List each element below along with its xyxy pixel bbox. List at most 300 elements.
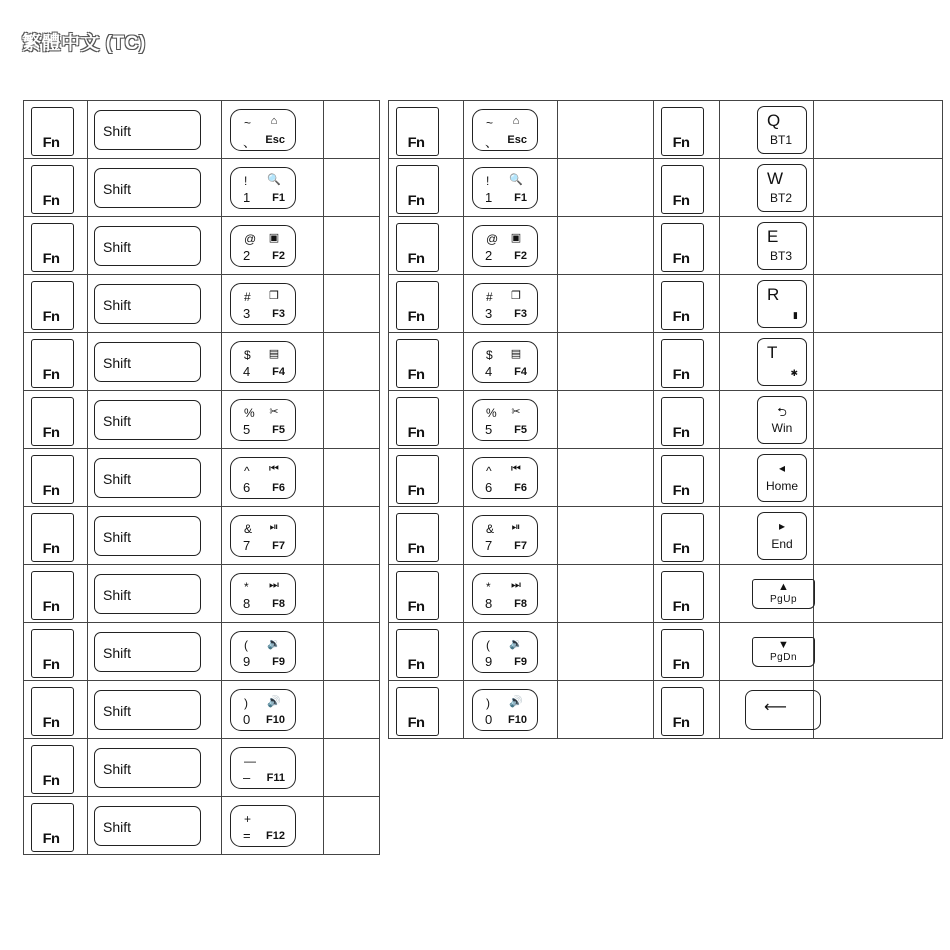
number-key-cell (464, 217, 558, 275)
number-key (230, 225, 296, 267)
page-title: 繁體中文 (TC) (22, 33, 146, 54)
number-key-cell (222, 101, 324, 159)
key-label: Home (765, 478, 798, 493)
key-letter: E (767, 226, 779, 246)
key-base-symbol: 5 (243, 421, 251, 437)
empty-cell (814, 333, 943, 391)
fn-label: Fn (407, 134, 425, 150)
fn-cell (654, 101, 720, 159)
fn-cell (389, 623, 464, 681)
number-key-cell (222, 797, 324, 855)
number-key (472, 341, 538, 383)
key-base-symbol: 8 (243, 595, 251, 611)
fn-cell (654, 449, 720, 507)
nav-key-cell (720, 391, 814, 449)
fn-cell (389, 449, 464, 507)
backspace-arrow-icon: ⟵ (764, 698, 787, 716)
table-row (24, 681, 380, 739)
shift-cell (88, 623, 222, 681)
key-base-symbol: 8 (485, 595, 493, 611)
key-base-symbol: = (243, 827, 251, 843)
key-shift-symbol: ! (244, 173, 248, 188)
key-shift-symbol: # (486, 289, 493, 304)
nav-key-cell (720, 449, 814, 507)
key-function-icon: ⌂ (512, 114, 520, 127)
number-key (472, 167, 538, 209)
key-function-icon: ✂ (511, 405, 521, 418)
key-function-icon: ⌂ (270, 114, 278, 127)
key-base-symbol: 、 (485, 134, 499, 150)
empty-cell (814, 449, 943, 507)
number-key (230, 283, 296, 325)
fn-cell (389, 159, 464, 217)
fn-label: Fn (42, 482, 60, 498)
number-key (472, 573, 538, 615)
arrow-icon: ▼ (778, 638, 789, 651)
fn-cell (654, 391, 720, 449)
fn-label: Fn (407, 656, 425, 672)
table-row (24, 507, 380, 565)
table-row (389, 159, 943, 217)
fn-key (661, 165, 704, 214)
key-function-icon: ✂ (269, 405, 279, 418)
fn-key (661, 281, 704, 330)
fn-key (661, 513, 704, 562)
table-row (389, 333, 943, 391)
fn-cell (24, 101, 88, 159)
number-key (230, 341, 296, 383)
fn-label: Fn (42, 598, 60, 614)
fn-label: Fn (42, 540, 60, 556)
table-row (24, 739, 380, 797)
fn-key (31, 397, 74, 446)
fn-label: Fn (672, 598, 690, 614)
shift-label: Shift (103, 760, 132, 777)
number-key-cell (222, 739, 324, 797)
key-function-label: F10 (266, 713, 285, 726)
fn-key (396, 223, 439, 272)
fn-key (396, 571, 439, 620)
nav-key-cell (720, 681, 814, 739)
fn-cell (24, 681, 88, 739)
key-base-symbol: 、 (243, 134, 257, 150)
fn-key (661, 571, 704, 620)
fn-label: Fn (42, 250, 60, 266)
fn-cell (24, 507, 88, 565)
shift-label: Shift (103, 586, 132, 603)
key-function-icon: 🔍 (509, 173, 523, 186)
empty-cell (324, 739, 380, 797)
key-letter: W (767, 168, 784, 188)
fn-key (31, 687, 74, 736)
shift-label: Shift (103, 818, 132, 835)
key-base-symbol: 1 (243, 189, 251, 205)
shift-label: Shift (103, 702, 132, 719)
fn-label: Fn (672, 366, 690, 382)
shift-label: Shift (103, 412, 132, 429)
key-function-icon: ▤ (268, 347, 280, 360)
key-shift-symbol: * (244, 579, 249, 594)
key-function-label: F2 (272, 249, 285, 262)
key-function-label: F5 (272, 423, 285, 436)
right-shortcut-table (388, 100, 943, 739)
fn-label: Fn (407, 308, 425, 324)
shift-label: Shift (103, 354, 132, 371)
fn-key (31, 339, 74, 388)
arrow-icon: ◂ (778, 460, 786, 475)
key-shift-symbol: — (244, 753, 256, 768)
key-shift-symbol: % (486, 405, 497, 420)
key-shift-symbol: % (244, 405, 255, 420)
key-shift-symbol: ^ (486, 463, 492, 478)
fn-label: Fn (672, 656, 690, 672)
number-key-cell (464, 101, 558, 159)
table-row (24, 449, 380, 507)
table-row (389, 391, 943, 449)
key-shift-symbol: ~ (244, 115, 252, 130)
shift-cell (88, 391, 222, 449)
key-shift-symbol: ) (486, 695, 490, 710)
fn-label: Fn (42, 424, 60, 440)
shift-cell (88, 449, 222, 507)
table-row (24, 623, 380, 681)
nav-key (757, 512, 807, 560)
key-shift-symbol: + (244, 811, 252, 826)
number-key-cell (464, 391, 558, 449)
letter-key-cell (720, 333, 814, 391)
shift-key (94, 516, 201, 556)
empty-cell (558, 507, 654, 565)
key-shift-symbol: $ (486, 347, 493, 362)
number-key-cell (464, 275, 558, 333)
letter-key (757, 280, 807, 328)
empty-cell (558, 681, 654, 739)
key-function-label: F11 (266, 771, 285, 784)
key-base-symbol: 2 (243, 247, 251, 263)
fn-cell (24, 449, 88, 507)
fn-key (661, 339, 704, 388)
number-key-cell (464, 623, 558, 681)
fn-label: Fn (407, 366, 425, 382)
number-key-cell (222, 391, 324, 449)
key-shift-symbol: & (486, 521, 495, 536)
number-key-cell (464, 449, 558, 507)
page-key (752, 579, 815, 609)
fn-label: Fn (407, 598, 425, 614)
key-shift-symbol: ^ (244, 463, 250, 478)
fn-key (661, 397, 704, 446)
number-key-cell (222, 623, 324, 681)
letter-key-cell (720, 159, 814, 217)
fn-cell (654, 623, 720, 681)
fn-key (661, 223, 704, 272)
fn-label: Fn (407, 424, 425, 440)
empty-cell (558, 391, 654, 449)
fn-key (396, 281, 439, 330)
page-key (752, 637, 815, 667)
key-shift-symbol: * (486, 579, 491, 594)
fn-key (31, 629, 74, 678)
fn-cell (24, 623, 88, 681)
fn-label: Fn (672, 714, 690, 730)
fn-key (31, 455, 74, 504)
number-key-cell (222, 159, 324, 217)
key-base-symbol: 4 (485, 363, 493, 379)
fn-key (661, 629, 704, 678)
shift-key (94, 342, 201, 382)
number-key (230, 399, 296, 441)
key-base-symbol: 7 (485, 537, 493, 553)
fn-cell (654, 333, 720, 391)
fn-cell (389, 507, 464, 565)
number-key-cell (222, 449, 324, 507)
key-shift-symbol: ( (486, 637, 490, 652)
key-mini-icon: ▮ (793, 309, 798, 320)
table-row (24, 159, 380, 217)
key-function-icon: ⏮ (511, 462, 521, 475)
key-shift-symbol: ( (244, 637, 248, 652)
empty-cell (324, 565, 380, 623)
table-row (389, 101, 943, 159)
key-base-symbol: 6 (485, 479, 493, 495)
empty-cell (814, 101, 943, 159)
fn-cell (654, 507, 720, 565)
key-base-symbol: 4 (243, 363, 251, 379)
number-key (230, 805, 296, 847)
key-function-label: F1 (272, 191, 285, 204)
number-key-cell (222, 275, 324, 333)
fn-key (396, 397, 439, 446)
fn-cell (24, 217, 88, 275)
number-key-cell (464, 333, 558, 391)
fn-key (31, 281, 74, 330)
number-key (230, 457, 296, 499)
key-base-symbol: 0 (243, 711, 251, 727)
shift-key (94, 400, 201, 440)
shift-cell (88, 565, 222, 623)
number-key-cell (464, 507, 558, 565)
empty-cell (324, 623, 380, 681)
fn-cell (24, 391, 88, 449)
number-key (230, 631, 296, 673)
number-key (472, 283, 538, 325)
key-base-symbol: 3 (243, 305, 251, 321)
key-label: Win (771, 420, 793, 435)
shift-label: Shift (103, 470, 132, 487)
key-base-symbol: 7 (243, 537, 251, 553)
nav-key (757, 454, 807, 502)
key-function-label: Esc (507, 133, 527, 146)
key-base-symbol: 5 (485, 421, 493, 437)
fn-cell (389, 217, 464, 275)
empty-cell (324, 159, 380, 217)
fn-cell (389, 101, 464, 159)
nav-key-cell (720, 623, 814, 681)
table-row (389, 217, 943, 275)
nav-key (757, 396, 807, 444)
fn-cell (24, 739, 88, 797)
key-bt-label: BT1 (770, 132, 793, 147)
shift-label: Shift (103, 238, 132, 255)
key-label: PgUp (769, 593, 797, 605)
fn-label: Fn (672, 250, 690, 266)
empty-cell (558, 333, 654, 391)
nav-key-cell (720, 507, 814, 565)
key-function-icon: ❐ (269, 289, 279, 302)
key-bt-label: BT2 (770, 190, 793, 205)
key-function-label: F7 (272, 539, 285, 552)
key-function-icon: 🔍 (267, 173, 281, 186)
fn-key (396, 629, 439, 678)
key-function-label: Esc (265, 133, 285, 146)
shift-cell (88, 797, 222, 855)
fn-label: Fn (407, 540, 425, 556)
fn-label: Fn (42, 134, 60, 150)
key-function-label: F6 (514, 481, 527, 494)
key-function-label: F1 (514, 191, 527, 204)
shift-key (94, 226, 201, 266)
key-function-icon: 🔉 (509, 637, 523, 650)
key-shift-symbol: # (244, 289, 251, 304)
fn-cell (24, 333, 88, 391)
shift-key (94, 574, 201, 614)
shift-cell (88, 159, 222, 217)
fn-cell (654, 275, 720, 333)
empty-cell (814, 217, 943, 275)
number-key-cell (464, 565, 558, 623)
table-row (24, 275, 380, 333)
letter-key (757, 222, 807, 270)
fn-label: Fn (42, 192, 60, 208)
fn-cell (389, 333, 464, 391)
fn-label: Fn (42, 656, 60, 672)
key-function-label: F7 (514, 539, 527, 552)
shift-cell (88, 275, 222, 333)
fn-key (396, 339, 439, 388)
fn-cell (654, 217, 720, 275)
fn-key (396, 455, 439, 504)
shift-label: Shift (103, 296, 132, 313)
number-key (472, 689, 538, 731)
empty-cell (324, 217, 380, 275)
fn-label: Fn (672, 308, 690, 324)
shift-key (94, 632, 201, 672)
key-base-symbol: 2 (485, 247, 493, 263)
fn-key (661, 107, 704, 156)
key-function-icon: ▤ (510, 347, 522, 360)
fn-cell (654, 681, 720, 739)
key-base-symbol: 3 (485, 305, 493, 321)
number-key (472, 399, 538, 441)
empty-cell (814, 159, 943, 217)
key-function-icon: 🔉 (267, 637, 281, 650)
key-base-symbol: 9 (485, 653, 493, 669)
shift-label: Shift (103, 180, 132, 197)
fn-label: Fn (42, 772, 60, 788)
key-function-label: F4 (514, 365, 527, 378)
key-letter: T (767, 342, 778, 362)
fn-key (396, 687, 439, 736)
key-base-symbol: 6 (243, 479, 251, 495)
fn-cell (24, 797, 88, 855)
key-function-icon: ⏯ (511, 520, 521, 533)
fn-cell (654, 159, 720, 217)
empty-cell (324, 449, 380, 507)
table-row (24, 391, 380, 449)
key-function-icon: ⏭ (511, 578, 521, 591)
key-shift-symbol: @ (486, 231, 499, 246)
empty-cell (558, 275, 654, 333)
key-function-label: F4 (272, 365, 285, 378)
letter-key (757, 106, 807, 154)
key-shift-symbol: $ (244, 347, 251, 362)
key-function-icon: 🔊 (267, 695, 281, 708)
key-shift-symbol: ~ (486, 115, 494, 130)
number-key-cell (222, 507, 324, 565)
key-function-icon: ❐ (511, 289, 521, 302)
fn-label: Fn (672, 424, 690, 440)
fn-cell (389, 565, 464, 623)
fn-label: Fn (407, 192, 425, 208)
fn-label: Fn (672, 192, 690, 208)
key-function-label: F12 (266, 829, 285, 842)
empty-cell (814, 623, 943, 681)
key-function-label: F8 (272, 597, 285, 610)
shift-cell (88, 333, 222, 391)
empty-cell (558, 623, 654, 681)
key-letter: R (767, 284, 780, 304)
number-key-cell (464, 159, 558, 217)
fn-key (31, 745, 74, 794)
number-key (230, 573, 296, 615)
arrow-icon: ⮌ (777, 404, 787, 419)
table-row (389, 449, 943, 507)
number-key (230, 167, 296, 209)
empty-cell (558, 565, 654, 623)
number-key (230, 109, 296, 151)
fn-key (31, 571, 74, 620)
fn-key (31, 223, 74, 272)
empty-cell (814, 565, 943, 623)
letter-key-cell (720, 275, 814, 333)
fn-label: Fn (407, 482, 425, 498)
fn-cell (389, 275, 464, 333)
empty-cell (558, 159, 654, 217)
key-function-label: F10 (508, 713, 527, 726)
table-row (389, 681, 943, 739)
fn-cell (24, 275, 88, 333)
fn-label: Fn (42, 308, 60, 324)
key-label: End (771, 536, 793, 551)
key-function-label: F8 (514, 597, 527, 610)
fn-label: Fn (672, 540, 690, 556)
fn-cell (24, 159, 88, 217)
fn-cell (389, 681, 464, 739)
letter-key (757, 338, 807, 386)
letter-key-cell (720, 217, 814, 275)
empty-cell (324, 333, 380, 391)
shift-label: Shift (103, 122, 132, 139)
fn-key (661, 455, 704, 504)
shift-cell (88, 739, 222, 797)
shift-cell (88, 101, 222, 159)
number-key-cell (464, 681, 558, 739)
fn-cell (389, 391, 464, 449)
table-row (389, 565, 943, 623)
key-function-label: F6 (272, 481, 285, 494)
empty-cell (558, 101, 654, 159)
number-key (230, 689, 296, 731)
